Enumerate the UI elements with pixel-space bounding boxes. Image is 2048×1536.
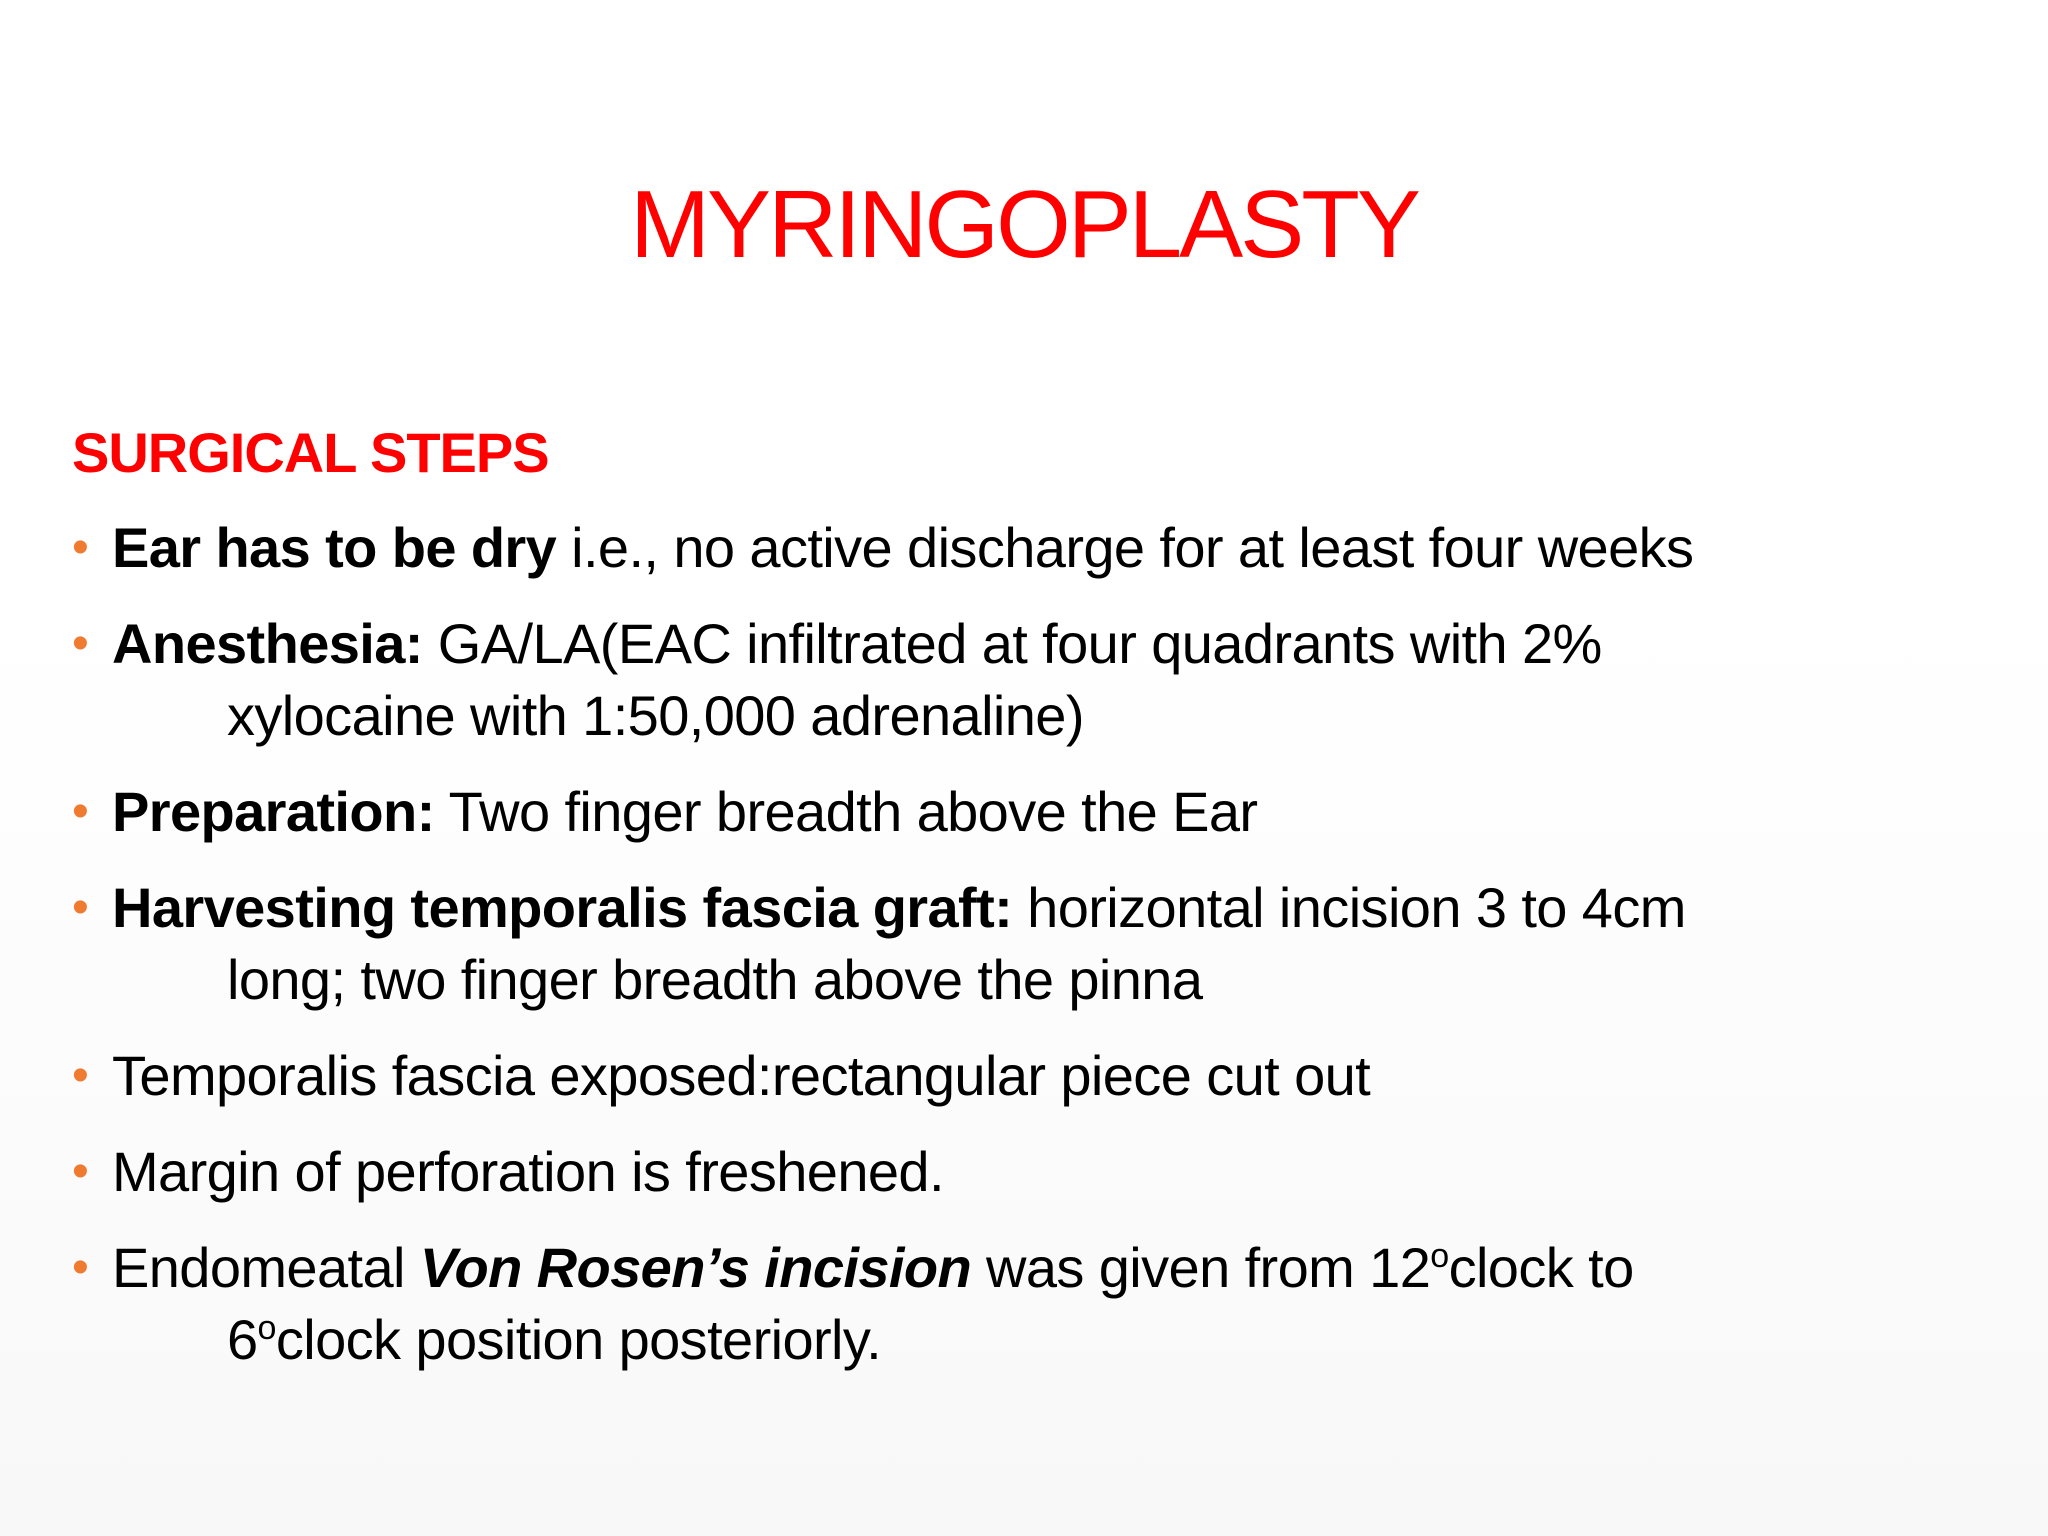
bullet-text: GA/LA(EAC infiltrated at four quadrants with 2% [422, 612, 1602, 675]
bullet-text: horizontal incision 3 to 4cm [1012, 876, 1686, 939]
bullet-text: Two finger breadth above the Ear [434, 780, 1258, 843]
bullet-text: clock position posteriorly. [275, 1308, 882, 1371]
bullet-item [72, 872, 2002, 1016]
bullet-list [72, 512, 2002, 1400]
bullet-text: Endomeatal [112, 1236, 420, 1299]
bullet-icon: • [72, 785, 89, 838]
bullet-icon: • [72, 521, 89, 574]
bullet-item [72, 1040, 2002, 1112]
bullet-continuation: xylocaine with 1:50,000 adrenaline) [227, 684, 1084, 747]
bullet-icon: • [72, 881, 89, 934]
bullet-icon: • [72, 1241, 89, 1294]
superscript: o [257, 1309, 276, 1347]
bullet-bold-italic-text: Von Rosen’s incision [419, 1236, 972, 1299]
bullet-text: 6 [227, 1308, 258, 1371]
bullet-item [72, 1136, 2002, 1208]
bullet-continuation: long; two finger breadth above the pinna [227, 948, 1203, 1011]
superscript: o [1430, 1237, 1449, 1275]
bullet-bold-text: Ear has to be dry [112, 516, 557, 579]
bullet-item [72, 776, 2002, 848]
bullet-text: Margin of perforation is freshened. [112, 1140, 944, 1203]
bullet-text: Temporalis fascia exposed:rectangular piece cut out [112, 1044, 1371, 1107]
bullet-text: i.e., no active discharge for at least four weeks [556, 516, 1694, 579]
section-heading: SURGICAL STEPS [72, 421, 549, 484]
bullet-item [72, 1232, 2002, 1376]
slide-title: MYRINGOPLASTY [630, 171, 1418, 278]
bullet-bold-text: Preparation: [112, 780, 435, 843]
bullet-continuation [112, 1304, 2002, 1376]
bullet-bold-text: Anesthesia: [112, 612, 423, 675]
bullet-icon: • [72, 1049, 89, 1102]
bullet-item [72, 608, 2002, 752]
bullet-text: clock to [1448, 1236, 1634, 1299]
bullet-bold-text: Harvesting temporalis fascia graft: [112, 876, 1013, 939]
bullet-text: was given from 12 [971, 1236, 1431, 1299]
bullet-icon: • [72, 617, 89, 670]
bullet-item [72, 512, 2002, 584]
bullet-icon: • [72, 1145, 89, 1198]
